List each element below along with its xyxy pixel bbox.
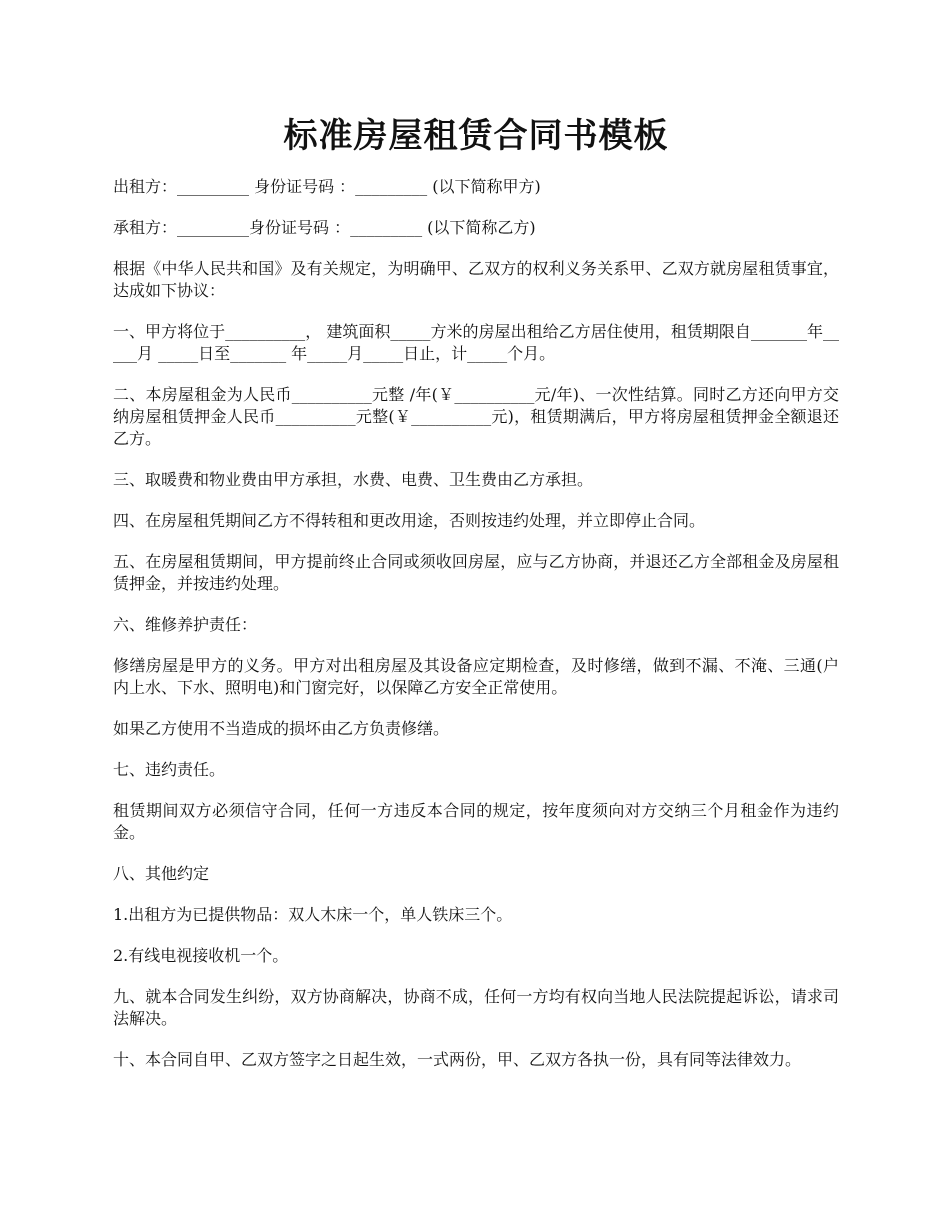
clause-2: 二、本房屋租金为人民币__________元整 /年(￥__________元/年)、一次性结算。同时乙方还向甲方交纳房屋租赁押金人民币__________元整(￥__________元)，租赁期满后，甲方将房屋租赁押金全额退还乙方。 xyxy=(113,385,839,448)
document-title: 标准房屋租赁合同书模板 xyxy=(283,116,669,156)
clause-3: 三、取暖费和物业费由甲方承担，水费、电费、卫生费由乙方承担。 xyxy=(113,470,594,489)
clause-10: 十、本合同自甲、乙双方签字之日起生效，一式两份，甲、乙双方各执一份，具有同等法律效力。 xyxy=(113,1050,802,1069)
clause-9: 九、就本合同发生纠纷，双方协商解决，协商不成，任何一方均有权向当地人民法院提起诉讼，请求司法解决。 xyxy=(113,987,839,1028)
document-page xyxy=(113,108,839,1090)
clause-5: 五、在房屋租赁期间，甲方提前终止合同或须收回房屋，应与乙方协商，并退还乙方全部租金及房屋租赁押金，并按违约处理。 xyxy=(113,552,839,593)
clause-7-heading: 七、违约责任。 xyxy=(113,760,226,779)
clause-6-heading: 六、维修养护责任： xyxy=(113,615,258,634)
clause-8-item-1: 1.出租方为已提供物品：双人木床一个，单人铁床三个。 xyxy=(113,905,513,924)
clause-6-body: 修缮房屋是甲方的义务。甲方对出租房屋及其设备应定期检查，及时修缮，做到不漏、不淹、三通(户内上水、下水、照明电)和门窗完好，以保障乙方安全正常使用。 xyxy=(113,656,839,697)
clause-8-heading: 八、其他约定 xyxy=(113,864,210,883)
clause-1: 一、甲方将位于__________， 建筑面积_____方米的房屋出租给乙方居住使用，租赁期限自_______年_____月 _____日至_______ 年_____月_____日止，计_____个月。 xyxy=(113,322,839,363)
clause-8-item-2: 2.有线电视接收机一个。 xyxy=(113,946,289,965)
clause-6-note: 如果乙方使用不当造成的损坏由乙方负责修缮。 xyxy=(113,719,450,738)
clause-4: 四、在房屋租凭期间乙方不得转租和更改用途，否则按违约处理，并立即停止合同。 xyxy=(113,511,706,530)
preamble-paragraph: 根据《中华人民共和国》及有关规定，为明确甲、乙双方的权利义务关系甲、乙双方就房屋租赁事宜，达成如下协议： xyxy=(113,259,839,300)
lessee-line: 承租方：_________身份证号码 ：_________ (以下简称乙方) xyxy=(113,218,536,237)
lessor-line: 出租方：_________ 身份证号码 ：_________ (以下简称甲方) xyxy=(113,177,541,196)
clause-7-body: 租赁期间双方必须信守合同，任何一方违反本合同的规定，按年度须向对方交纳三个月租金作为违约金。 xyxy=(113,801,839,842)
